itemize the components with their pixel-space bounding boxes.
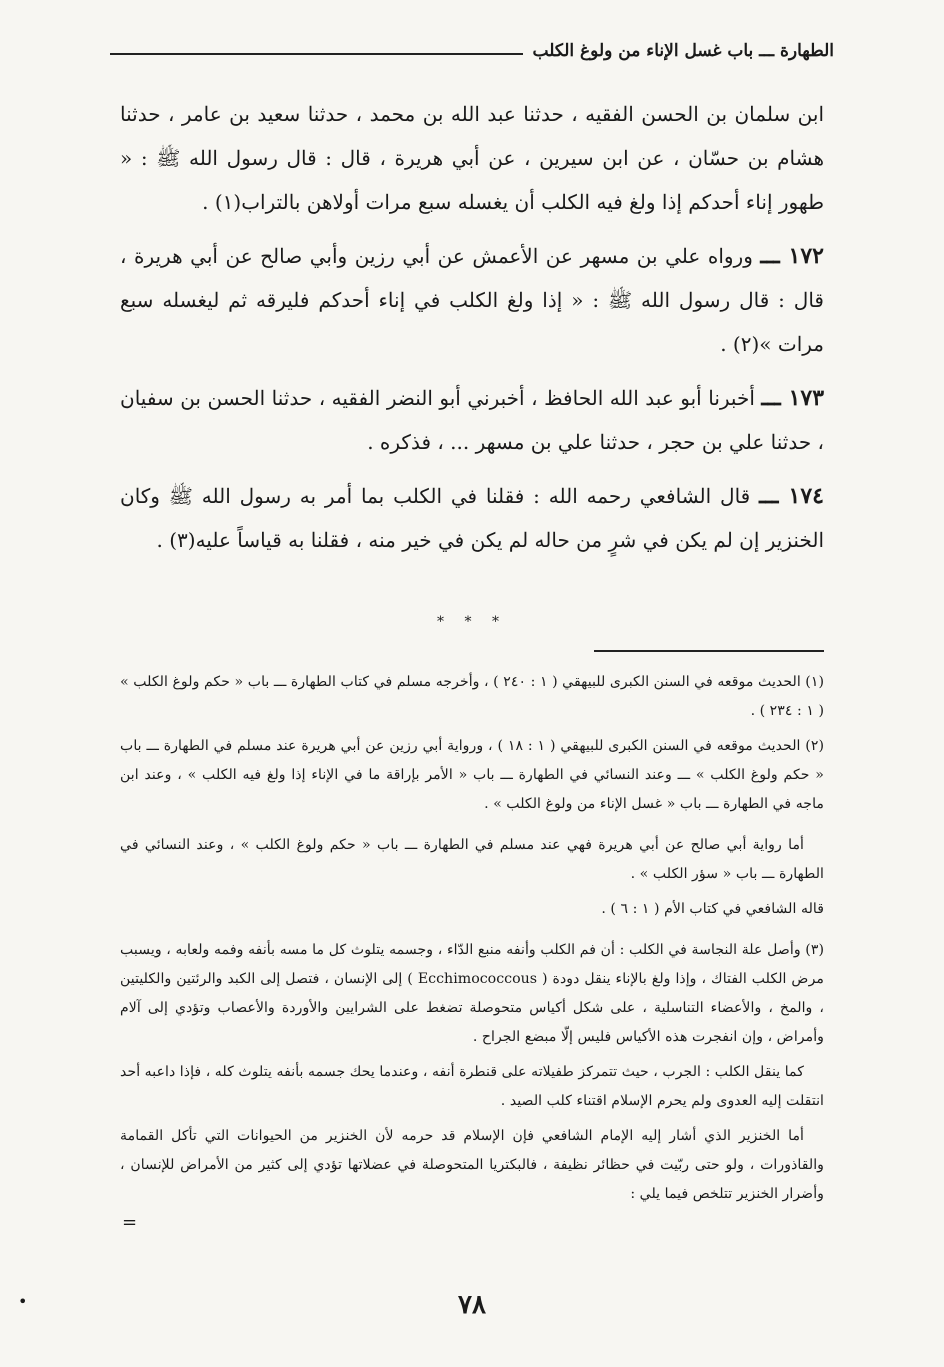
footnote-3-pig: أما الخنزير الذي أشار إليه الإمام الشافعي فإن الإسلام قد حرمه لأن الخنزير من الحيوانات التي تأكل القمامة والقاذورات ، ولو حتى ربّيت في حظائر نظيفة ، فالبكتريا المتحوصلة في عضلاتها تؤدي إلى كثير من الأمراض للإنسان ، وأضرار الخنزير تتلخص فيما يلي : bbox=[120, 1128, 824, 1202]
footnote-2-continuation: أما رواية أبي صالح عن أبي هريرة فهي عند مسلم في الطهارة ـــ باب « حكم ولوغ الكلب » ، وعند النسائي في الطهارة ـــ باب « سؤر الكلب » . bbox=[120, 837, 824, 882]
hadith-number-172: ١٧٢ ـــ bbox=[760, 243, 824, 269]
footnote-2-source: قاله الشافعي في كتاب الأم ( ١ : ٦ ) . bbox=[601, 901, 824, 917]
section-separator: * * * bbox=[437, 614, 507, 630]
footnotes bbox=[120, 668, 824, 1215]
running-header bbox=[110, 36, 834, 66]
footnote-2: (٢) الحديث موقعه في السنن الكبرى للبيهقي ( ١ : ١٨ ) ، ورواية أبي رزين عن أبي هريرة عند مسلم في الطهارة ـــ باب « حكم ولوغ الكلب » ـــ وعند النسائي في الطهارة ـــ باب « الأمر بإراقة ما في الإناء إذا ولغ فيه الكلب » ، وعند ابن ماجه في الطهارة ـــ باب « غسل الإناء من ولوغ الكلب » . bbox=[120, 738, 825, 812]
footnote-rule bbox=[594, 650, 824, 652]
paragraph-174 bbox=[120, 474, 824, 562]
paragraph-173 bbox=[120, 376, 824, 464]
margin-dot: • bbox=[18, 1292, 28, 1311]
header-title: الطهارة ـــ باب غسل الإناء من ولوغ الكلب bbox=[532, 41, 834, 61]
paragraph-172 bbox=[120, 234, 824, 366]
paragraph-continuation: ابن سلمان بن الحسن الفقيه ، حدثنا عبد الله بن محمد ، حدثنا سعيد بن عامر ، حدثنا هشام بن حسّان ، عن ابن سيرين ، عن أبي هريرة ، قال : قال رسول الله ﷺ : « طهور إناء أحدكم إذا ولغ فيه الكلب أن يغسله سبع مرات أولاهن بالتراب(١) . bbox=[120, 102, 824, 214]
main-text bbox=[120, 92, 824, 572]
hadith-number-173: ١٧٣ ـــ bbox=[761, 385, 825, 411]
hadith-number-174: ١٧٤ ـــ bbox=[759, 483, 824, 509]
footnote-1: (١) الحديث موقعه في السنن الكبرى للبيهقي ( ١ : ٢٤٠ ) ، وأخرجه مسلم في كتاب الطهارة ـــ باب « حكم ولوغ الكلب » ( ١ : ٢٣٤ ) . bbox=[120, 674, 824, 719]
footnote-3: (٣) وأصل علة النجاسة في الكلب : أن فم الكلب وأنفه منبع الدّاء ، وجسمه يتلوث كل ما مسه بأنفه وفمه ولعابه ، ويسبب مرض الكلب الفتاك ، وإذا ولغ بالإناء ينقل دودة ( Ecchimococcous ) إلى الإنسان ، فتصل إلى الكبد والرئتين والكليتين ، والمخ ، والأعضاء التناسلية ، على شكل أكياس متحوصلة تضغط على الشرايين والأوردة والأعصاب وتؤدي إلى آلام وأمراض ، وإن انفجرت هذه الأكياس فليس إلّا مبضع الجراح . bbox=[120, 942, 824, 1045]
header-rule bbox=[110, 53, 523, 55]
page-number: ٧٨ bbox=[458, 1290, 486, 1320]
continuation-mark: = bbox=[122, 1212, 138, 1233]
footnote-3-continuation: كما ينقل الكلب : الجرب ، حيث تتمركز طفيلاته على قنطرة أنفه ، وعندما يحك جسمه بأنفه يتلوث كله ، فإذا داعبه أحد انتقلت إليه العدوى ولم يحرم الإسلام اقتناء كلب الصيد . bbox=[120, 1064, 824, 1109]
hadith-text-172: ورواه علي بن مسهر عن الأعمش عن أبي رزين وأبي صالح عن أبي هريرة ، قال : قال رسول الله ﷺ : « إذا ولغ الكلب في إناء أحدكم فليرقه ثم ليغسله سبع مرات »(٢) . bbox=[120, 244, 824, 356]
hadith-text-173: أخبرنا أبو عبد الله الحافظ ، أخبرني أبو النضر الفقيه ، حدثنا الحسن بن سفيان ، حدثنا علي بن حجر ، حدثنا علي بن مسهر ... ، فذكره . bbox=[120, 386, 824, 454]
hadith-text-174: قال الشافعي رحمه الله : فقلنا في الكلب بما أمر به رسول الله ﷺ وكان الخنزير إن لم يكن في شرٍ من حاله لم يكن في خير منه ، فقلنا به قياساً عليه(٣) . bbox=[120, 484, 824, 552]
